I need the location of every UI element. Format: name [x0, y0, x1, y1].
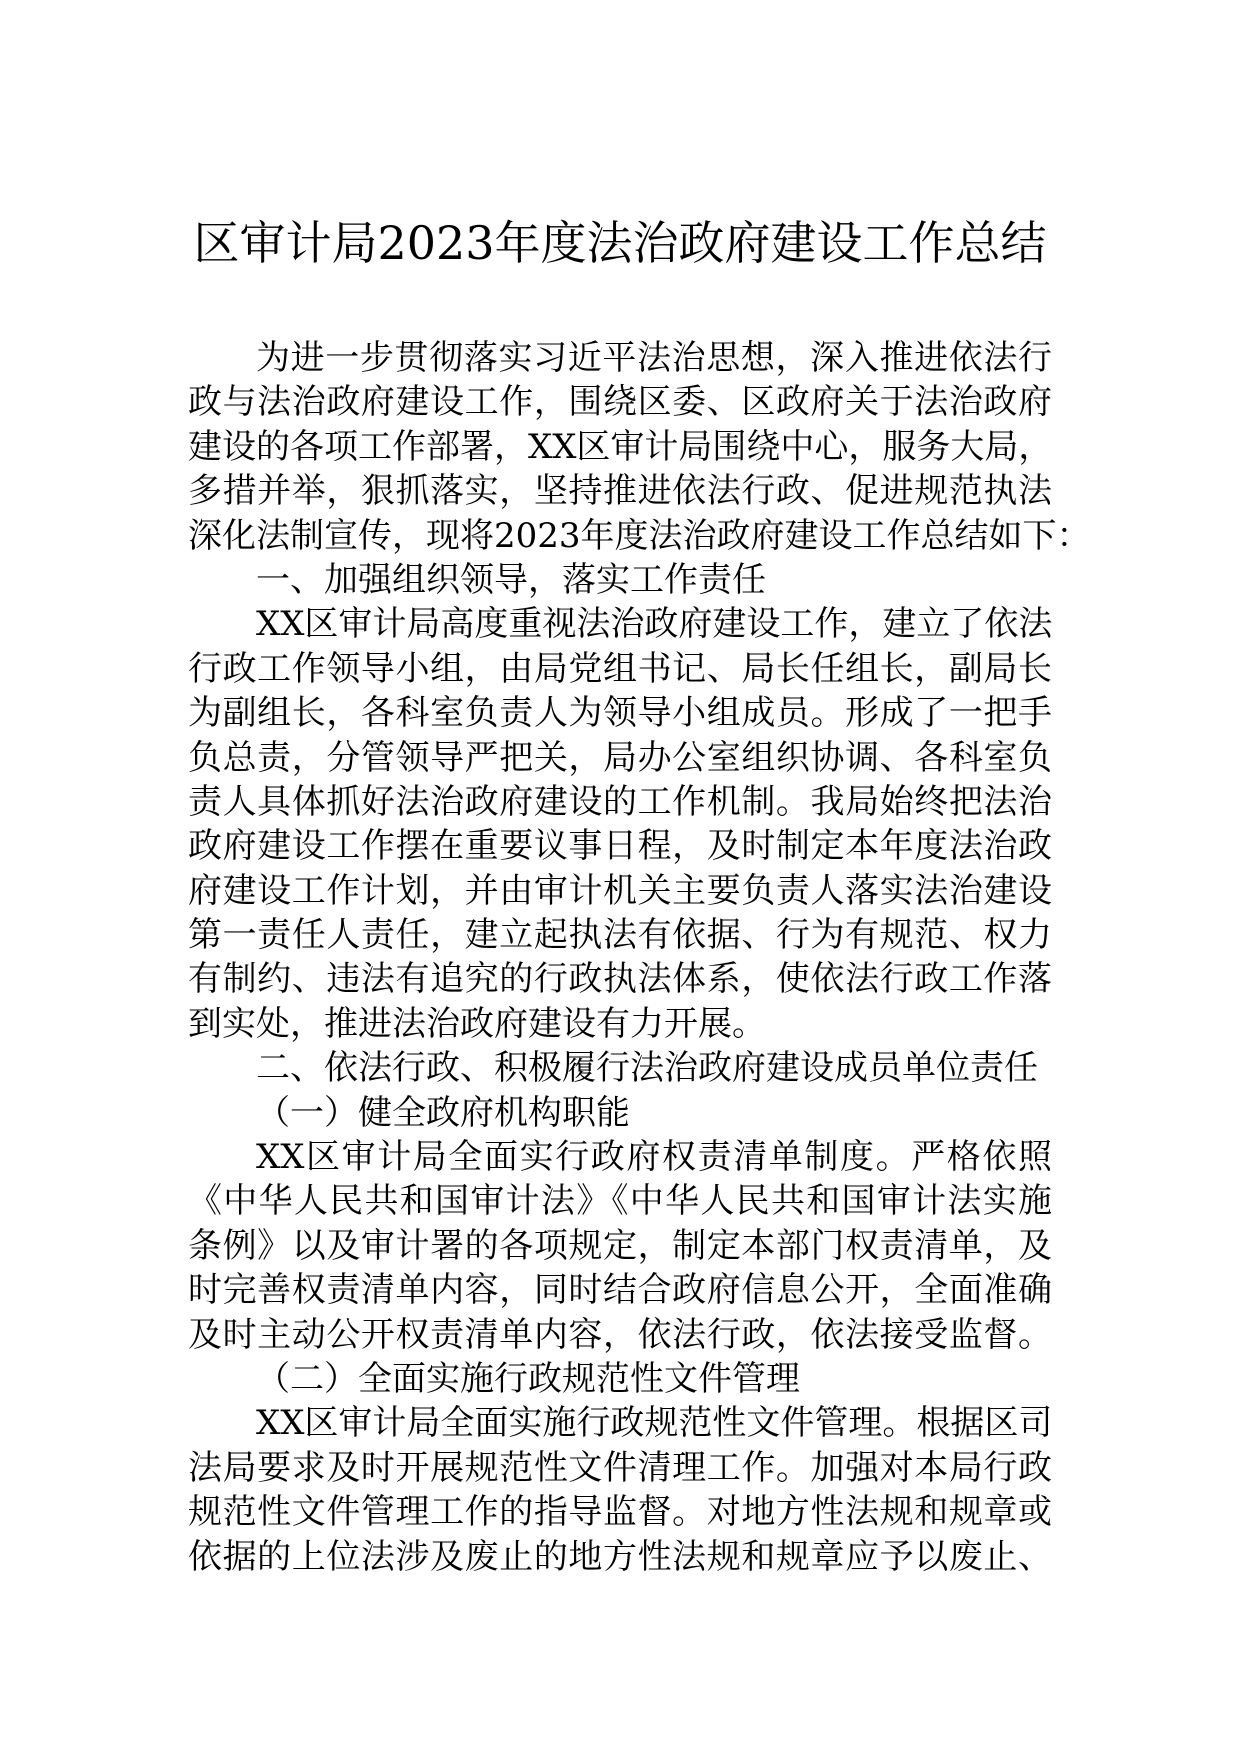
paragraph-line: 府建设工作计划，并由审计机关主要负责人落实法治建设: [188, 870, 1052, 911]
paragraph-line: 多措并举，狠抓落实，坚持推进依法行政、促进规范执法: [188, 471, 1052, 512]
paragraph-line: 政与法治政府建设工作，围绕区委、区政府关于法治政府: [188, 382, 1052, 423]
section-heading: 二、依法行政、积极履行法治政府建设成员单位责任: [256, 1048, 1038, 1089]
paragraph-line: 政府建设工作摆在重要议事日程，及时制定本年度法治政: [188, 826, 1052, 867]
paragraph-first-line: XX区审计局高度重视法治政府建设工作，建立了依法: [256, 604, 1053, 645]
document-title: 区审计局2023年度法治政府建设工作总结: [193, 216, 1047, 270]
section-heading: （一）健全政府机构职能: [256, 1092, 630, 1133]
paragraph-first-line: XX区审计局全面实施行政规范性文件管理。根据区司: [256, 1403, 1053, 1444]
paragraph-line: 有制约、违法有追究的行政执法体系，使依法行政工作落: [188, 959, 1052, 1000]
paragraph-line: 《中华人民共和国审计法》《中华人民共和国审计法实施: [188, 1181, 1052, 1222]
section-heading: （二）全面实施行政规范性文件管理: [256, 1358, 800, 1399]
paragraph-line: 时完善权责清单内容，同时结合政府信息公开，全面准确: [188, 1270, 1052, 1311]
section-heading: 一、加强组织领导，落实工作责任: [256, 559, 766, 600]
paragraph-line: 责人具体抓好法治政府建设的工作机制。我局始终把法治: [188, 781, 1052, 822]
paragraph-line: 规范性文件管理工作的指导监督。对地方性法规和规章或: [188, 1492, 1052, 1533]
paragraph-first-line: XX区审计局全面实行政府权责清单制度。严格依照: [256, 1137, 1052, 1178]
paragraph-line: 行政工作领导小组，由局党组书记、局长任组长，副局长: [188, 648, 1052, 689]
paragraph-line: 第一责任人责任，建立起执法有依据、行为有规范、权力: [188, 915, 1052, 956]
paragraph-line: 及时主动公开权责清单内容，依法行政，依法接受监督。: [188, 1314, 1052, 1355]
paragraph-line: 依据的上位法涉及废止的地方性法规和规章应予以废止、: [188, 1536, 1052, 1577]
document-body: [188, 336, 1091, 1579]
paragraph-line: 负总责，分管领导严把关，局办公室组织协调、各科室负: [188, 737, 1052, 778]
paragraph-last-line: 到实处，推进法治政府建设有力开展。: [188, 1003, 766, 1044]
paragraph-line: 法局要求及时开展规范性文件清理工作。加强对本局行政: [188, 1447, 1052, 1488]
paragraph-line: 深化法制宣传，现将2023年度法治政府建设工作总结如下：: [188, 515, 1091, 556]
paragraph-line: 建设的各项工作部署，XX区审计局围绕中心，服务大局，: [188, 426, 1053, 467]
paragraph-line: 条例》以及审计署的各项规定，制定本部门权责清单，及: [188, 1225, 1052, 1266]
paragraph-line: 为副组长，各科室负责人为领导小组成员。形成了一把手: [188, 693, 1052, 734]
paragraph-first-line: 为进一步贯彻落实习近平法治思想，深入推进依法行: [256, 338, 1052, 378]
